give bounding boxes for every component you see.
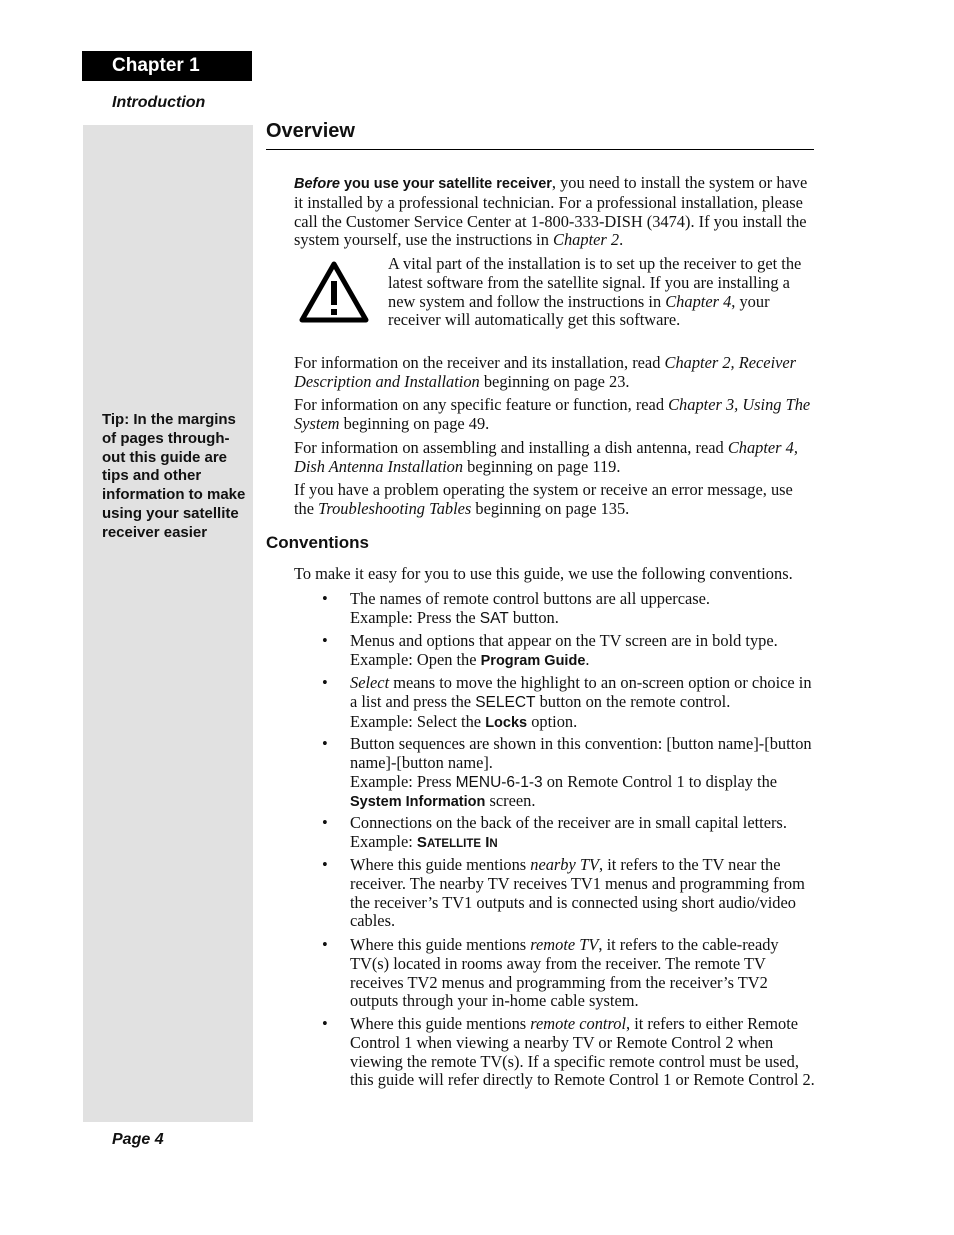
- item-text: .: [585, 649, 590, 669]
- item-term: nearby TV: [530, 855, 600, 874]
- ref-text: beginning on page 119.: [463, 456, 621, 476]
- item-text: Example:: [350, 831, 417, 851]
- connector-name: [417, 834, 498, 851]
- intro-before: Before: [294, 176, 340, 192]
- conventions-heading: Conventions: [266, 533, 369, 552]
- ref-text: beginning on page 135.: [471, 498, 630, 518]
- item-text: The names of remote control buttons are all uppercase.: [350, 589, 711, 608]
- list-item: [350, 936, 818, 1011]
- list-item: [350, 590, 818, 629]
- smallcaps-letter: I: [481, 833, 490, 851]
- intro-ref: Chapter 2: [553, 230, 620, 250]
- item-text: button.: [508, 607, 559, 627]
- menu-name: Program Guide: [480, 652, 586, 669]
- bullet-marker: •: [322, 935, 328, 954]
- intro-bold: you use your satellite receiver: [339, 176, 552, 192]
- list-item: [350, 674, 818, 732]
- section-name: Introduction: [112, 94, 206, 111]
- ref-chapter: Chapter 4, Dish Antenna Installation: [294, 438, 798, 476]
- item-text: , it refers to either Remote Control 1 when viewing a nearby TV or Remote Control 2 when viewing the remote TV(s). If a specific remote control must be used, this guide will refer directly to Remote Control 1 or Remote Control 2.: [350, 1014, 815, 1090]
- item-term: Select: [350, 673, 390, 692]
- ref-chapter: Troubleshooting Tables: [318, 498, 472, 518]
- warning-paragraph: [388, 255, 814, 330]
- intro-text: , you need to install the system or have it installed by a professional technician. For a professional installation, please call the Customer Service Center at 1-800-333-DISH (3474). If you install the system yourself, use the instructions in: [294, 173, 808, 250]
- menu-name: System Information: [350, 794, 486, 811]
- smallcaps-letter: N: [489, 837, 498, 850]
- ref-text: For information on the receiver and its installation, read: [294, 353, 665, 372]
- warning-ref: Chapter 4: [665, 291, 732, 311]
- item-text: on Remote Control 1 to display the: [542, 771, 778, 791]
- item-text: Example: Open the: [350, 649, 481, 669]
- list-item: [350, 856, 818, 931]
- list-item: [350, 632, 818, 671]
- item-text: Connections on the back of the receiver are in small capital letters.: [350, 813, 787, 832]
- smallcaps-letter: ATELLITE: [426, 837, 482, 850]
- item-text: Where this guide mentions: [350, 935, 531, 954]
- ref-text: beginning on page 23.: [479, 371, 630, 391]
- bullet-marker: •: [322, 631, 328, 650]
- list-item: [350, 814, 818, 854]
- item-text: Example: Select the: [350, 711, 486, 731]
- button-name: SAT: [479, 609, 509, 627]
- bullet-marker: •: [322, 1014, 328, 1033]
- warning-text-2: , your receiver will automatically get this software.: [388, 291, 770, 330]
- item-text: Menus and options that appear on the TV screen are in bold type.: [350, 631, 778, 650]
- item-text: , it refers to the TV near the receiver. The nearby TV receives TV1 menus and programming from the receiver’s TV1 outputs and is connected using short audio/video cables.: [350, 855, 805, 931]
- ref-paragraph-2: [294, 396, 814, 434]
- bullet-marker: •: [322, 673, 328, 692]
- item-text: Button sequences are shown in this convention: [button name]-[button name]-[button name].: [350, 734, 812, 772]
- ref-text: If you have a problem operating the system or receive an error message, use the: [294, 480, 793, 518]
- menu-name: Locks: [485, 714, 528, 731]
- bullet-marker: •: [322, 813, 328, 832]
- chapter-label: Chapter 1: [82, 51, 252, 81]
- ref-chapter: Chapter 2, Receiver Description and Installation: [294, 353, 797, 391]
- bullet-marker: •: [322, 589, 328, 608]
- item-text: Where this guide mentions: [350, 1014, 531, 1033]
- ref-text: For information on assembling and installing a dish antenna, read: [294, 438, 728, 457]
- margin-sidebar: [83, 125, 253, 1122]
- warning-icon: [298, 260, 370, 324]
- warning-text-1: A vital part of the installation is to set up the receiver to get the latest software from the satellite signal. If you are installing a new system and follow the instructions in: [388, 254, 802, 311]
- overview-heading: Overview: [266, 120, 355, 142]
- intro-end: .: [619, 230, 624, 250]
- ref-paragraph-1: [294, 354, 814, 392]
- page-number: Page 4: [112, 1131, 164, 1148]
- bullet-marker: •: [322, 734, 328, 753]
- ref-paragraph-4: [294, 481, 814, 519]
- item-text: option.: [527, 711, 578, 731]
- ref-text: beginning on page 49.: [339, 413, 490, 433]
- item-term: remote TV: [530, 935, 599, 954]
- ref-text: For information on any specific feature or function, read: [294, 395, 669, 414]
- item-text: button on the remote control.: [535, 691, 731, 711]
- intro-paragraph: [294, 174, 814, 250]
- item-text: screen.: [485, 791, 536, 811]
- ref-chapter: Chapter 3, Using The System: [294, 395, 811, 433]
- list-item: [350, 735, 818, 812]
- margin-tip: Tip: In the margins of pages through-out this guide are tips and other information to make using your satellite receiver easier: [102, 411, 246, 541]
- item-text: , it refers to the cable-ready TV(s) located in rooms away from the receiver. The remote TV receives TV2 menus and programming from the receiver’s TV2 outputs through your in-home cable system.: [350, 935, 779, 1011]
- item-text: means to move the highlight to an on-screen option or choice in a list and press the: [350, 673, 812, 711]
- bullet-marker: •: [322, 855, 328, 874]
- item-term: remote control: [530, 1014, 627, 1033]
- conventions-intro: To make it easy for you to use this guide, we use the following conventions.: [294, 564, 793, 583]
- ref-paragraph-3: [294, 439, 814, 477]
- heading-rule: [266, 149, 814, 150]
- button-name: SELECT: [475, 693, 536, 711]
- item-text: Example: Press: [350, 771, 456, 791]
- smallcaps-letter: S: [416, 833, 427, 851]
- list-item: [350, 1015, 818, 1090]
- item-text: Where this guide mentions: [350, 855, 531, 874]
- button-name: MENU-6-1-3: [455, 773, 543, 791]
- item-text: Example: Press the: [350, 607, 480, 627]
